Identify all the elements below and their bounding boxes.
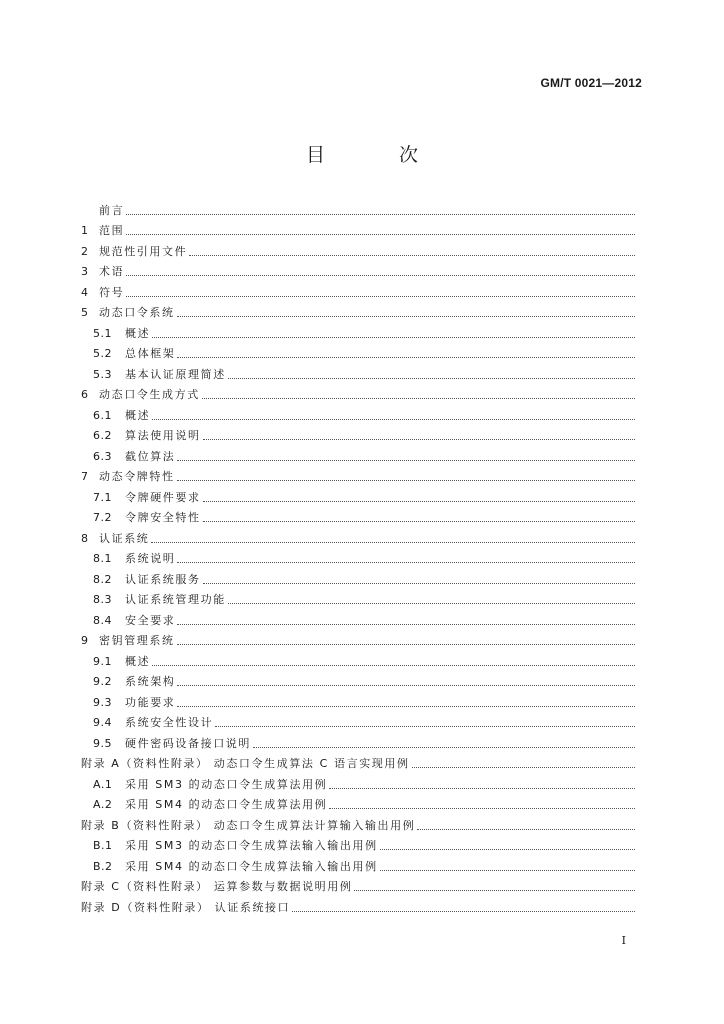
dot-leader (417, 829, 635, 830)
toc-entry[interactable] (81, 484, 635, 505)
toc-entry-number: 8.3 (93, 593, 112, 606)
toc-entry-number: 8.1 (93, 552, 112, 565)
toc-entry-title: 认证系统 (99, 531, 150, 545)
dot-leader (203, 521, 635, 522)
toc-entry-title: 令牌硬件要求 (125, 490, 201, 504)
toc-entry-title: 附录 C（资料性附录） 运算参数与数据说明用例 (81, 880, 353, 893)
toc-entry-number: 5.2 (93, 347, 112, 360)
toc-entry-number: 5.3 (93, 367, 112, 381)
toc-entry[interactable] (81, 812, 635, 833)
dot-leader (177, 624, 635, 625)
toc-entry-title: 概述 (125, 654, 151, 668)
dot-leader (412, 767, 635, 768)
toc-entry[interactable] (81, 382, 635, 403)
toc-entry-title: 动态口令生成方式 (99, 388, 200, 401)
toc-entry-title: 范围 (99, 224, 125, 237)
page-number: Ⅰ (621, 935, 626, 947)
toc-entry-number: 1 (81, 224, 89, 237)
toc-entry-number: A.2 (93, 798, 113, 811)
dot-leader (177, 685, 635, 686)
toc-entry-number: 9.3 (93, 695, 112, 709)
toc-entry-title: 术语 (99, 265, 125, 278)
toc-entry-number: 7 (81, 470, 89, 483)
dot-leader (177, 316, 635, 317)
toc-entry[interactable] (81, 607, 635, 628)
toc-entry-title: 动态口令系统 (99, 306, 175, 319)
dot-leader (215, 726, 635, 727)
toc-entry-title: 附录 B（资料性附录） 动态口令生成算法计算输入输出用例 (81, 818, 416, 832)
dot-leader (354, 890, 635, 891)
toc-entry[interactable] (81, 218, 635, 239)
dot-leader (151, 542, 635, 543)
toc-entry-number: 5 (81, 306, 89, 319)
dot-leader (292, 911, 635, 912)
toc-entry-number: 9 (81, 634, 89, 647)
toc-entry[interactable] (81, 833, 635, 854)
toc-entry[interactable] (81, 587, 635, 608)
toc-entry-title: 系统架构 (125, 675, 176, 688)
toc-entry-number: 8.2 (93, 572, 112, 586)
toc-entry[interactable] (81, 238, 635, 259)
toc-entry-number: 8.4 (93, 613, 112, 627)
toc-entry[interactable] (81, 300, 635, 321)
toc-entry[interactable] (81, 361, 635, 382)
toc-entry-title: 采用 SM3 的动态口令生成算法用例 (125, 777, 328, 791)
dot-leader (126, 275, 635, 276)
table-of-contents (81, 197, 635, 915)
dot-leader (152, 419, 635, 420)
toc-entry-title: 系统说明 (125, 552, 176, 565)
toc-entry-title: 概述 (125, 408, 151, 422)
toc-entry[interactable] (81, 525, 635, 546)
toc-entry[interactable] (81, 341, 635, 362)
dot-leader (228, 603, 635, 604)
toc-entry-title: 基本认证原理简述 (125, 367, 226, 381)
toc-entry[interactable] (81, 894, 635, 915)
dot-leader (177, 460, 635, 461)
toc-entry[interactable] (81, 197, 635, 218)
dot-leader (177, 644, 635, 645)
toc-entry[interactable] (81, 874, 635, 895)
toc-entry-number: 4 (81, 285, 89, 299)
dot-leader (126, 214, 635, 215)
toc-entry-title: 认证系统管理功能 (125, 593, 226, 606)
toc-entry-title: 规范性引用文件 (99, 244, 188, 258)
toc-entry[interactable] (81, 710, 635, 731)
toc-entry-number: 2 (81, 244, 89, 258)
toc-entry-title: 概述 (125, 326, 151, 340)
toc-entry-title: 附录 D（资料性附录） 认证系统接口 (81, 900, 291, 914)
toc-entry-title: 采用 SM4 的动态口令生成算法输入输出用例 (125, 859, 378, 873)
toc-entry[interactable] (81, 464, 635, 485)
dot-leader (202, 398, 635, 399)
toc-entry-number: B.1 (93, 839, 113, 852)
toc-entry-number: 8 (81, 531, 89, 545)
toc-entry-title: 符号 (99, 285, 125, 299)
toc-entry-title: 算法使用说明 (125, 429, 201, 442)
toc-entry[interactable] (81, 648, 635, 669)
toc-entry-number: 7.1 (93, 490, 112, 504)
toc-entry[interactable] (81, 505, 635, 526)
dot-leader (228, 378, 635, 379)
toc-entry[interactable] (81, 689, 635, 710)
toc-entry-title: 令牌安全特性 (125, 511, 201, 524)
toc-entry-title: 采用 SM3 的动态口令生成算法输入输出用例 (125, 839, 378, 852)
toc-entry-title: 硬件密码设备接口说明 (125, 736, 251, 750)
toc-entry[interactable] (81, 853, 635, 874)
toc-entry-title: 功能要求 (125, 695, 176, 709)
toc-entry-title: 采用 SM4 的动态口令生成算法用例 (125, 798, 328, 811)
dot-leader (126, 234, 635, 235)
dot-leader (203, 583, 635, 584)
toc-entry-number: 3 (81, 265, 89, 278)
dot-leader (380, 870, 635, 871)
toc-entry[interactable] (81, 320, 635, 341)
toc-entry-number: 9.1 (93, 654, 112, 668)
toc-entry[interactable] (81, 771, 635, 792)
dot-leader (177, 706, 635, 707)
toc-entry[interactable] (81, 423, 635, 444)
dot-leader (329, 808, 635, 809)
toc-entry-title: 系统安全性设计 (125, 716, 214, 729)
toc-entry-number: 6.1 (93, 408, 112, 422)
toc-entry[interactable] (81, 443, 635, 464)
toc-entry-number: 6.3 (93, 449, 112, 463)
dot-leader (203, 439, 635, 440)
dot-leader (189, 255, 635, 256)
toc-entry[interactable] (81, 546, 635, 567)
toc-entry[interactable] (81, 279, 635, 300)
dot-leader (380, 849, 635, 850)
dot-leader (177, 480, 635, 481)
toc-entry-title: 安全要求 (125, 613, 176, 627)
dot-leader (329, 788, 635, 789)
toc-entry-title: 密钥管理系统 (99, 634, 175, 647)
toc-entry-number: 9.2 (93, 675, 112, 688)
dot-leader (152, 337, 635, 338)
toc-entry-title: 动态令牌特性 (99, 470, 175, 483)
standard-number: GM/T 0021—2012 (540, 76, 642, 90)
dot-leader (203, 501, 635, 502)
toc-entry-number: A.1 (93, 777, 113, 791)
toc-entry[interactable] (81, 628, 635, 649)
toc-entry-number: 6 (81, 388, 89, 401)
toc-entry[interactable] (81, 259, 635, 280)
dot-leader (152, 665, 635, 666)
toc-entry-number: 5.1 (93, 326, 112, 340)
toc-entry-number: 9.5 (93, 736, 112, 750)
toc-entry[interactable] (81, 669, 635, 690)
toc-entry-number: 6.2 (93, 429, 112, 442)
dot-leader (253, 747, 635, 748)
toc-entry-title: 总体框架 (125, 347, 176, 360)
toc-entry-title: 前言 (99, 203, 125, 217)
dot-leader (177, 562, 635, 563)
toc-entry-title: 认证系统服务 (125, 572, 201, 586)
dot-leader (126, 296, 635, 297)
toc-entry[interactable] (81, 566, 635, 587)
toc-entry[interactable] (81, 792, 635, 813)
toc-entry-number: B.2 (93, 859, 113, 873)
toc-entry[interactable] (81, 751, 635, 772)
page-title: 目 次 (305, 144, 453, 166)
toc-entry-title: 截位算法 (125, 449, 176, 463)
toc-entry-number: 9.4 (93, 716, 112, 729)
toc-entry-title: 附录 A（资料性附录） 动态口令生成算法 C 语言实现用例 (81, 757, 410, 770)
toc-entry[interactable] (81, 402, 635, 423)
toc-entry-number: 7.2 (93, 511, 112, 524)
dot-leader (177, 357, 635, 358)
toc-entry[interactable] (81, 730, 635, 751)
